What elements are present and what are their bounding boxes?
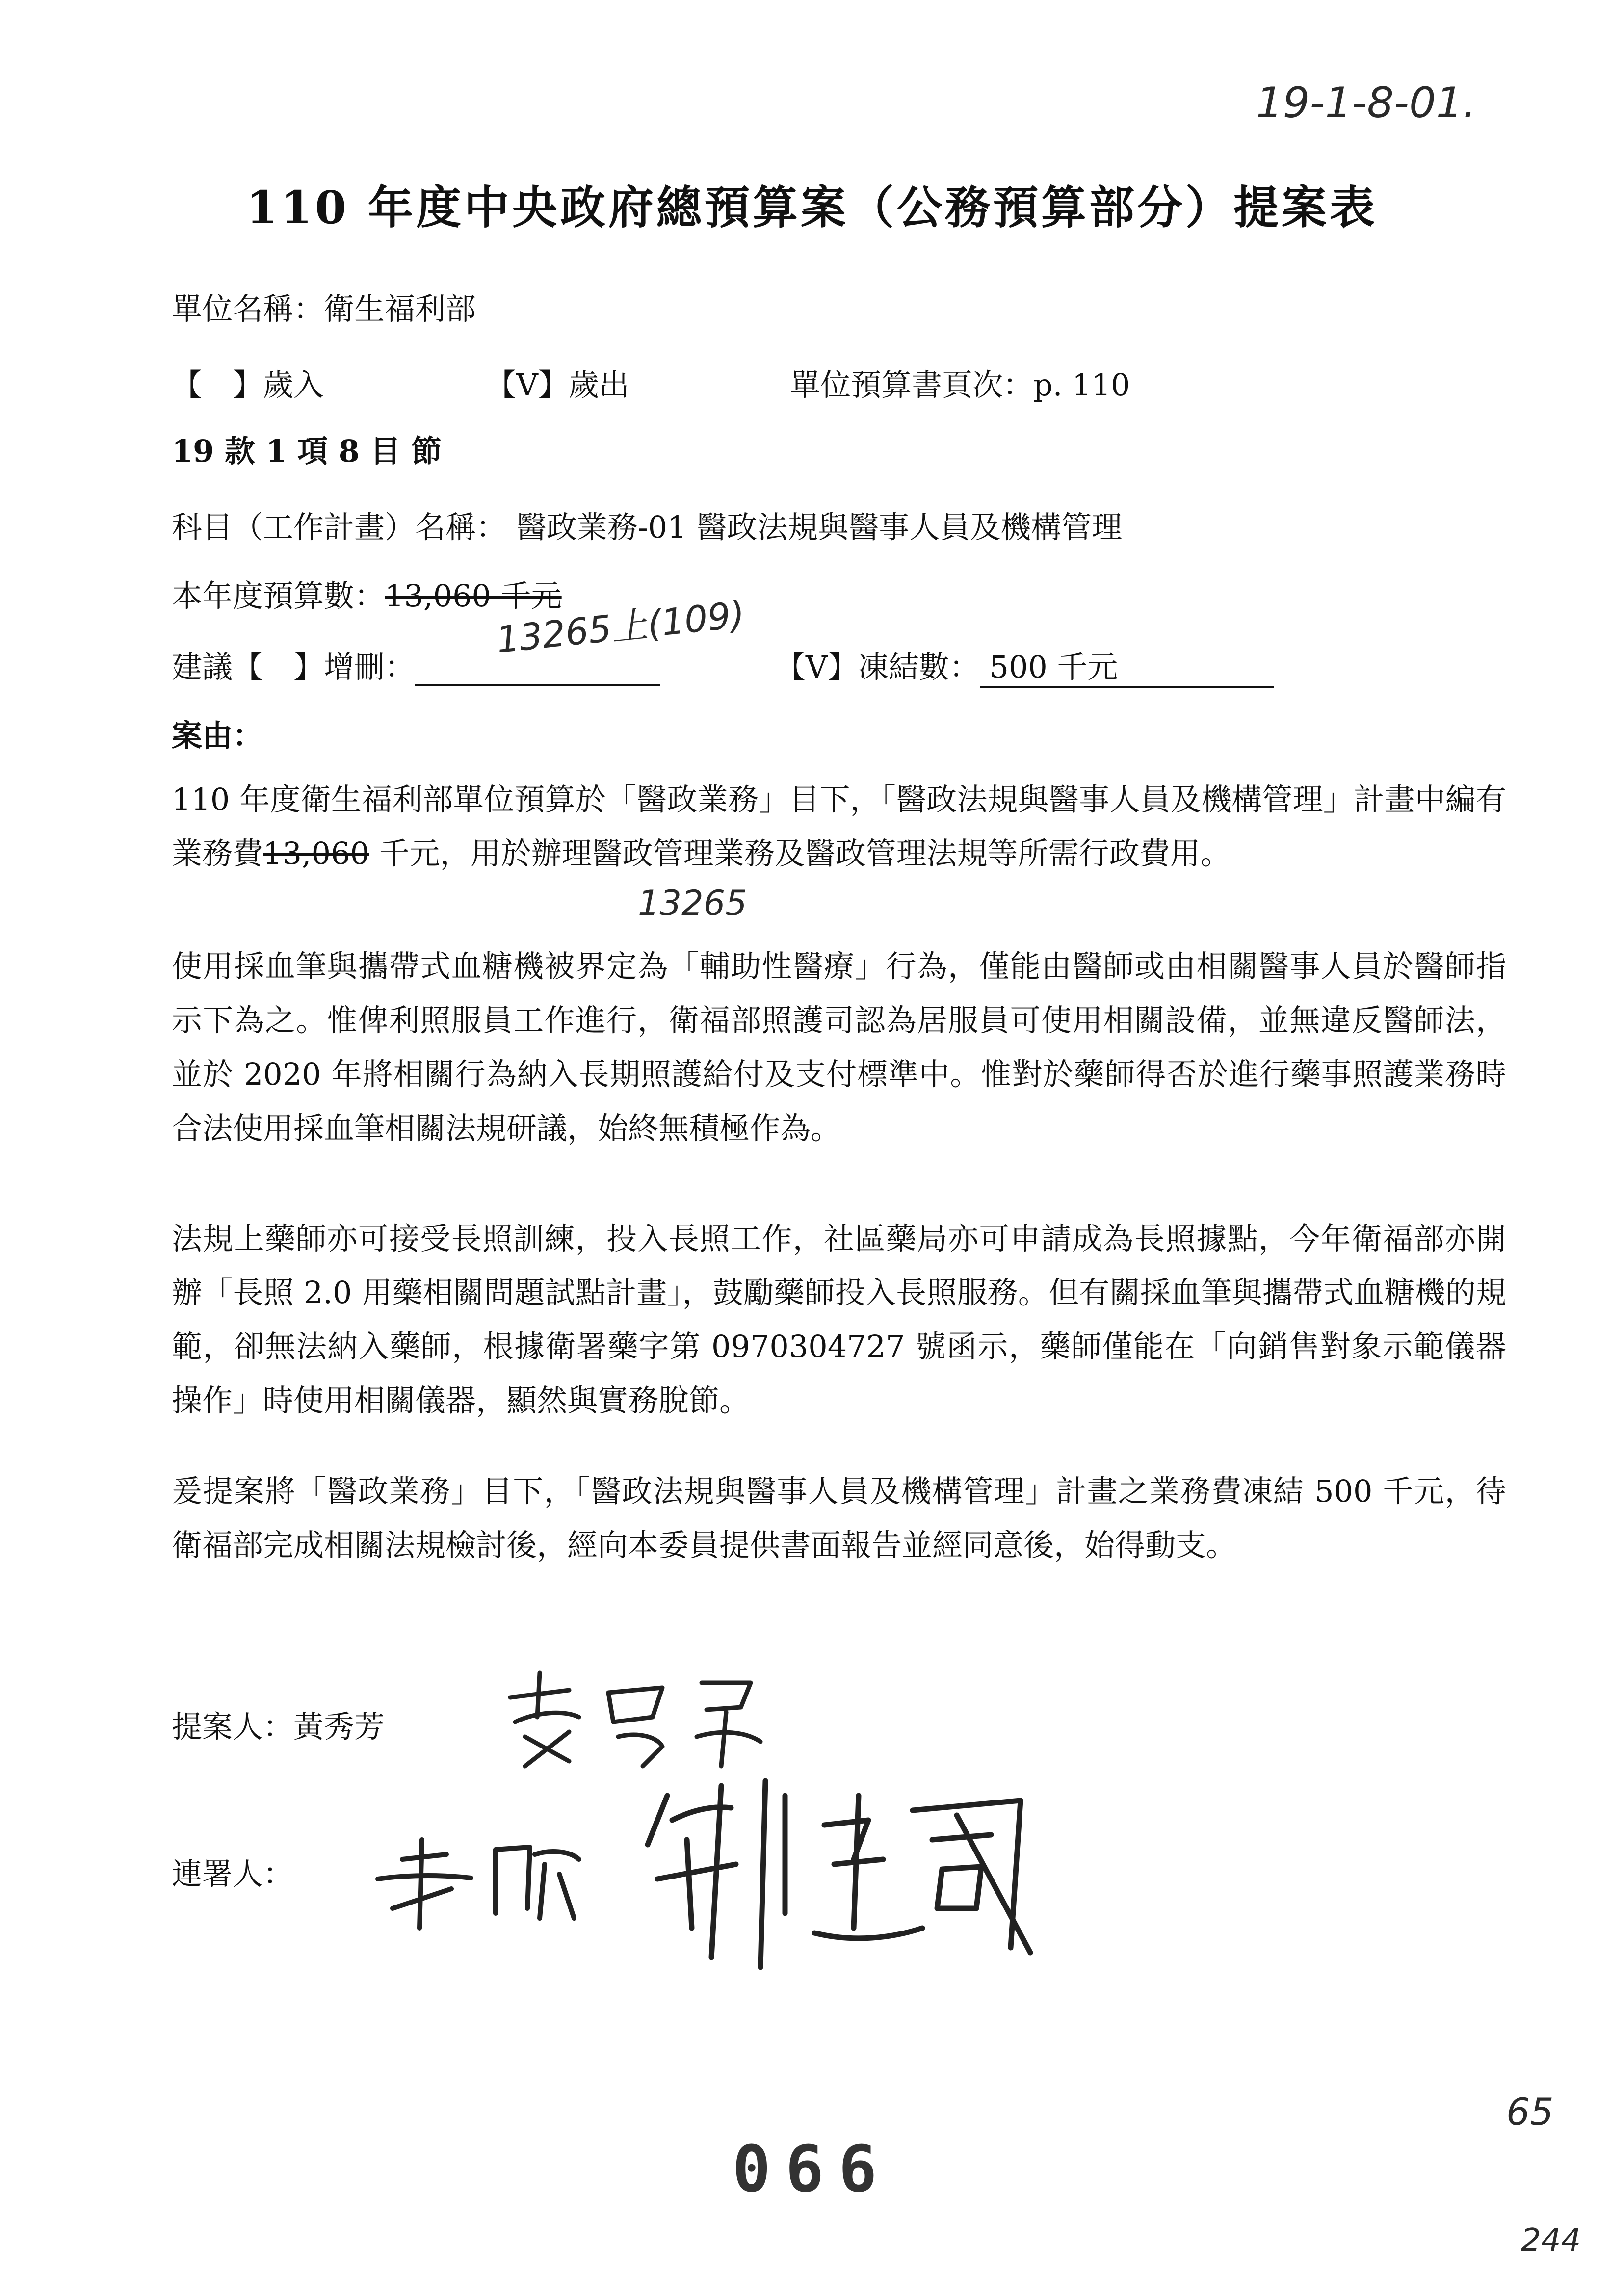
budget-label: 本年度預算數： [172, 578, 385, 614]
proposer-row [172, 1702, 385, 1746]
proposer-label: 提案人： [172, 1709, 294, 1745]
freeze-value: 500 千元 [980, 643, 1274, 688]
paragraph-4: 爰提案將「醫政業務」目下，「醫政法規與醫事人員及機構管理」計畫之業務費凍結 500 千元，待衛福部完成相關法規檢討後，經向本委員提供書面報告並經同意後，始得動支。 [172, 1473, 1506, 1563]
unit-name-row [172, 285, 476, 328]
cosigner-signature-1 [373, 1820, 584, 1938]
stamp-page-number: 066 [732, 2132, 892, 2206]
budget-item-line: 19 款 1 項 8 目 節 [172, 433, 442, 469]
p1-handwritten-correction: 13265 [638, 883, 747, 923]
cosigner-label: 連署人： [172, 1856, 294, 1892]
handwritten-page-number-b: 244 [1521, 2222, 1581, 2259]
expense-checkbox: 【V】歲出 [486, 367, 629, 403]
proposer-name: 黃秀芳 [293, 1709, 385, 1745]
budget-value: 13,060 千元 [385, 578, 562, 614]
budget-row [172, 572, 562, 615]
proposal-blank [415, 655, 660, 686]
budget-handwritten-correction: 13265上(109) [494, 593, 747, 662]
page-title: 110 年度中央政府總預算案（公務預算部分）提案表 [246, 181, 1378, 234]
income-checkbox: 【 】歲入 [172, 367, 324, 403]
paragraph-2: 使用採血筆與攜帶式血糖機被界定為「輔助性醫療」行為，僅能由醫師或由相關醫事人員於醫師指示下為之。惟俾利照服員工作進行，衛福部照護司認為居服員可使用相關設備，並無違反醫師法，並於 2020 年將相關行為納入長期照護給付及支付標準中。惟對於藥師得否於進行藥事照護業務時合法使用採血筆相關法規研議，始終無積極作為。 [172, 948, 1506, 1146]
freeze-row [775, 643, 1274, 688]
handwritten-reference: 19-1-8-01. [1256, 78, 1476, 128]
reason-heading: 案由： [172, 718, 263, 754]
freeze-label: 【V】凍結數： [775, 649, 980, 685]
handwritten-page-number-a: 65 [1506, 2090, 1554, 2134]
proposal-label: 建議【 】增刪： [172, 649, 416, 685]
proposer-signature [496, 1663, 770, 1776]
paragraph-1: 110 年度衛生福利部單位預算於「醫政業務」目下，「醫政法規與醫事人員及機構管理」計畫中編有業務費13,060 千元，用於辦理醫政管理業務及醫政管理法規等所需行政費用。 [172, 782, 1506, 871]
subject-label: 科目（工作計畫）名稱： [172, 509, 507, 545]
cosigner-signature-2 [638, 1766, 1040, 1977]
subject-value: 醫政業務-01 醫政法規與醫事人員及機構管理 [516, 509, 1123, 545]
unit-name-label: 單位名稱： [172, 291, 324, 327]
proposal-row [172, 643, 660, 686]
p1-struck-amount: 13,060 [263, 835, 369, 871]
unit-name-value: 衛生福利部 [324, 291, 476, 327]
budget-page-reference: 單位預算書頁次：p. 110 [790, 367, 1130, 403]
paragraph-3: 法規上藥師亦可接受長照訓練，投入長照工作，社區藥局亦可申請成為長照據點，今年衛福部亦開辦「長照 2.0 用藥相關問題試點計畫」，鼓勵藥師投入長照服務。但有關採血筆與攜帶式血糖機的規範，卻無法納入藥師，根據衛署藥字第 0970304727 號函示，藥師僅能在「向銷售對象示範儀器操作」時使用相關儀器，顯然與實務脫節。 [172, 1221, 1506, 1418]
subject-row [172, 503, 1122, 547]
